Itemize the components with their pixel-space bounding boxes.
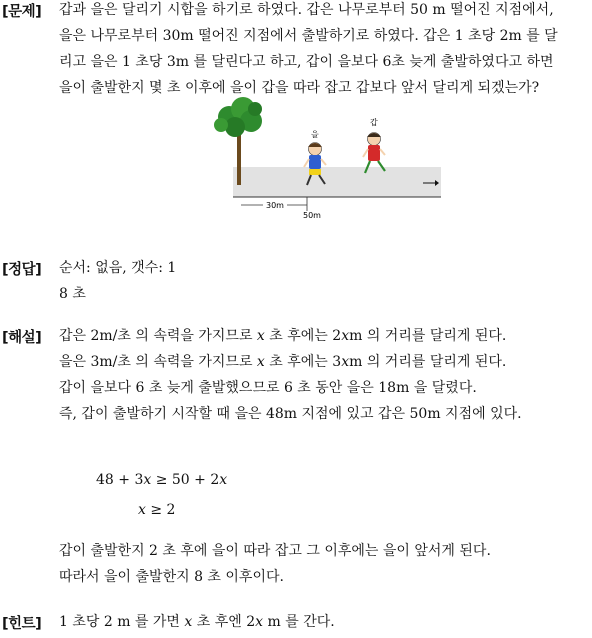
solution-text [59, 326, 591, 430]
hint-tag: [힌트] [2, 616, 42, 632]
var-x: x [219, 472, 228, 488]
answer-line-1: 순서: 없음, 갯수: 1 [59, 260, 177, 276]
text: 1 초당 2 m 를 가면 [59, 614, 185, 630]
problem-line: 갑과 을은 달리기 시합을 하기로 하였다. 갑은 나무로부터 50 m 떨어진 지점에서, [59, 2, 554, 18]
var-x: x [143, 472, 152, 488]
inequality-2 [138, 502, 175, 518]
conclusion-line: 따라서 을이 출발한지 8 초 이후이다. [59, 569, 284, 585]
var-x: x [256, 328, 265, 344]
var-x: x [341, 328, 350, 344]
road [233, 167, 441, 197]
problem-tag: [문제] [2, 4, 42, 20]
hint-line [59, 612, 591, 638]
label-50m: 50m [303, 211, 321, 220]
text: m 를 간다. [263, 614, 335, 630]
label-gap: 갑 [370, 118, 378, 127]
var-x: x [256, 354, 265, 370]
inequality-1 [96, 472, 227, 488]
conclusion-line: 갑이 출발한지 2 초 후에 을이 따라 잡고 그 이후에는 을이 앞서게 된다. [59, 543, 491, 559]
var-x: x [138, 502, 146, 518]
runner-gap-icon [363, 133, 385, 174]
solution-line [59, 352, 591, 378]
hint-text [59, 612, 591, 638]
text: 초 후에는 3 [264, 354, 342, 370]
text: ≥ 50 + 2 [151, 472, 220, 488]
problem-line: 리고 을은 1 초당 3m 를 달린다고 하고, 갑이 을보다 6초 늦게 출발하였다고 하면 [59, 54, 554, 70]
text: 초 후엔 2 [192, 614, 256, 630]
problem-line: 을은 나무로부터 30m 떨어진 지점에서 출발하기로 하였다. 갑은 1 초당 2m 를 달 [59, 28, 558, 44]
solution-line: 갑이 을보다 6 초 늦게 출발했으므로 6 초 동안 을은 18m 을 달렸다. [59, 380, 477, 396]
problem-line: 을이 출발한지 몇 초 이후에 을이 갑을 따라 잡고 갑보다 앞서 달리게 되겠는가? [59, 80, 540, 96]
race-illustration [205, 97, 445, 222]
text: ≥ 2 [145, 502, 176, 518]
text: 48 + 3 [96, 472, 144, 488]
text: m 의 거리를 달리게 된다. [349, 354, 507, 370]
var-x: x [255, 614, 264, 630]
text: 갑은 2m/초 의 속력을 가지므로 [59, 328, 257, 344]
text: m 의 거리를 달리게 된다. [349, 328, 507, 344]
solution-tag: [해설] [2, 330, 42, 346]
label-30m: 30m [266, 201, 284, 210]
problem-text [59, 0, 591, 104]
text: 을은 3m/초 의 속력을 가지므로 [59, 354, 257, 370]
var-x: x [184, 614, 193, 630]
answer-tag: [정답] [2, 262, 42, 278]
solution-line [59, 326, 591, 352]
label-eul: 을 [311, 130, 319, 139]
conclusion-text [59, 541, 591, 593]
var-x: x [341, 354, 350, 370]
answer-line-2: 8 초 [59, 286, 86, 302]
answer-text [59, 258, 591, 310]
solution-line: 즉, 갑이 출발하기 시작할 때 을은 48m 지점에 있고 갑은 50m 지점에 있다. [59, 406, 522, 422]
text: 초 후에는 2 [264, 328, 342, 344]
